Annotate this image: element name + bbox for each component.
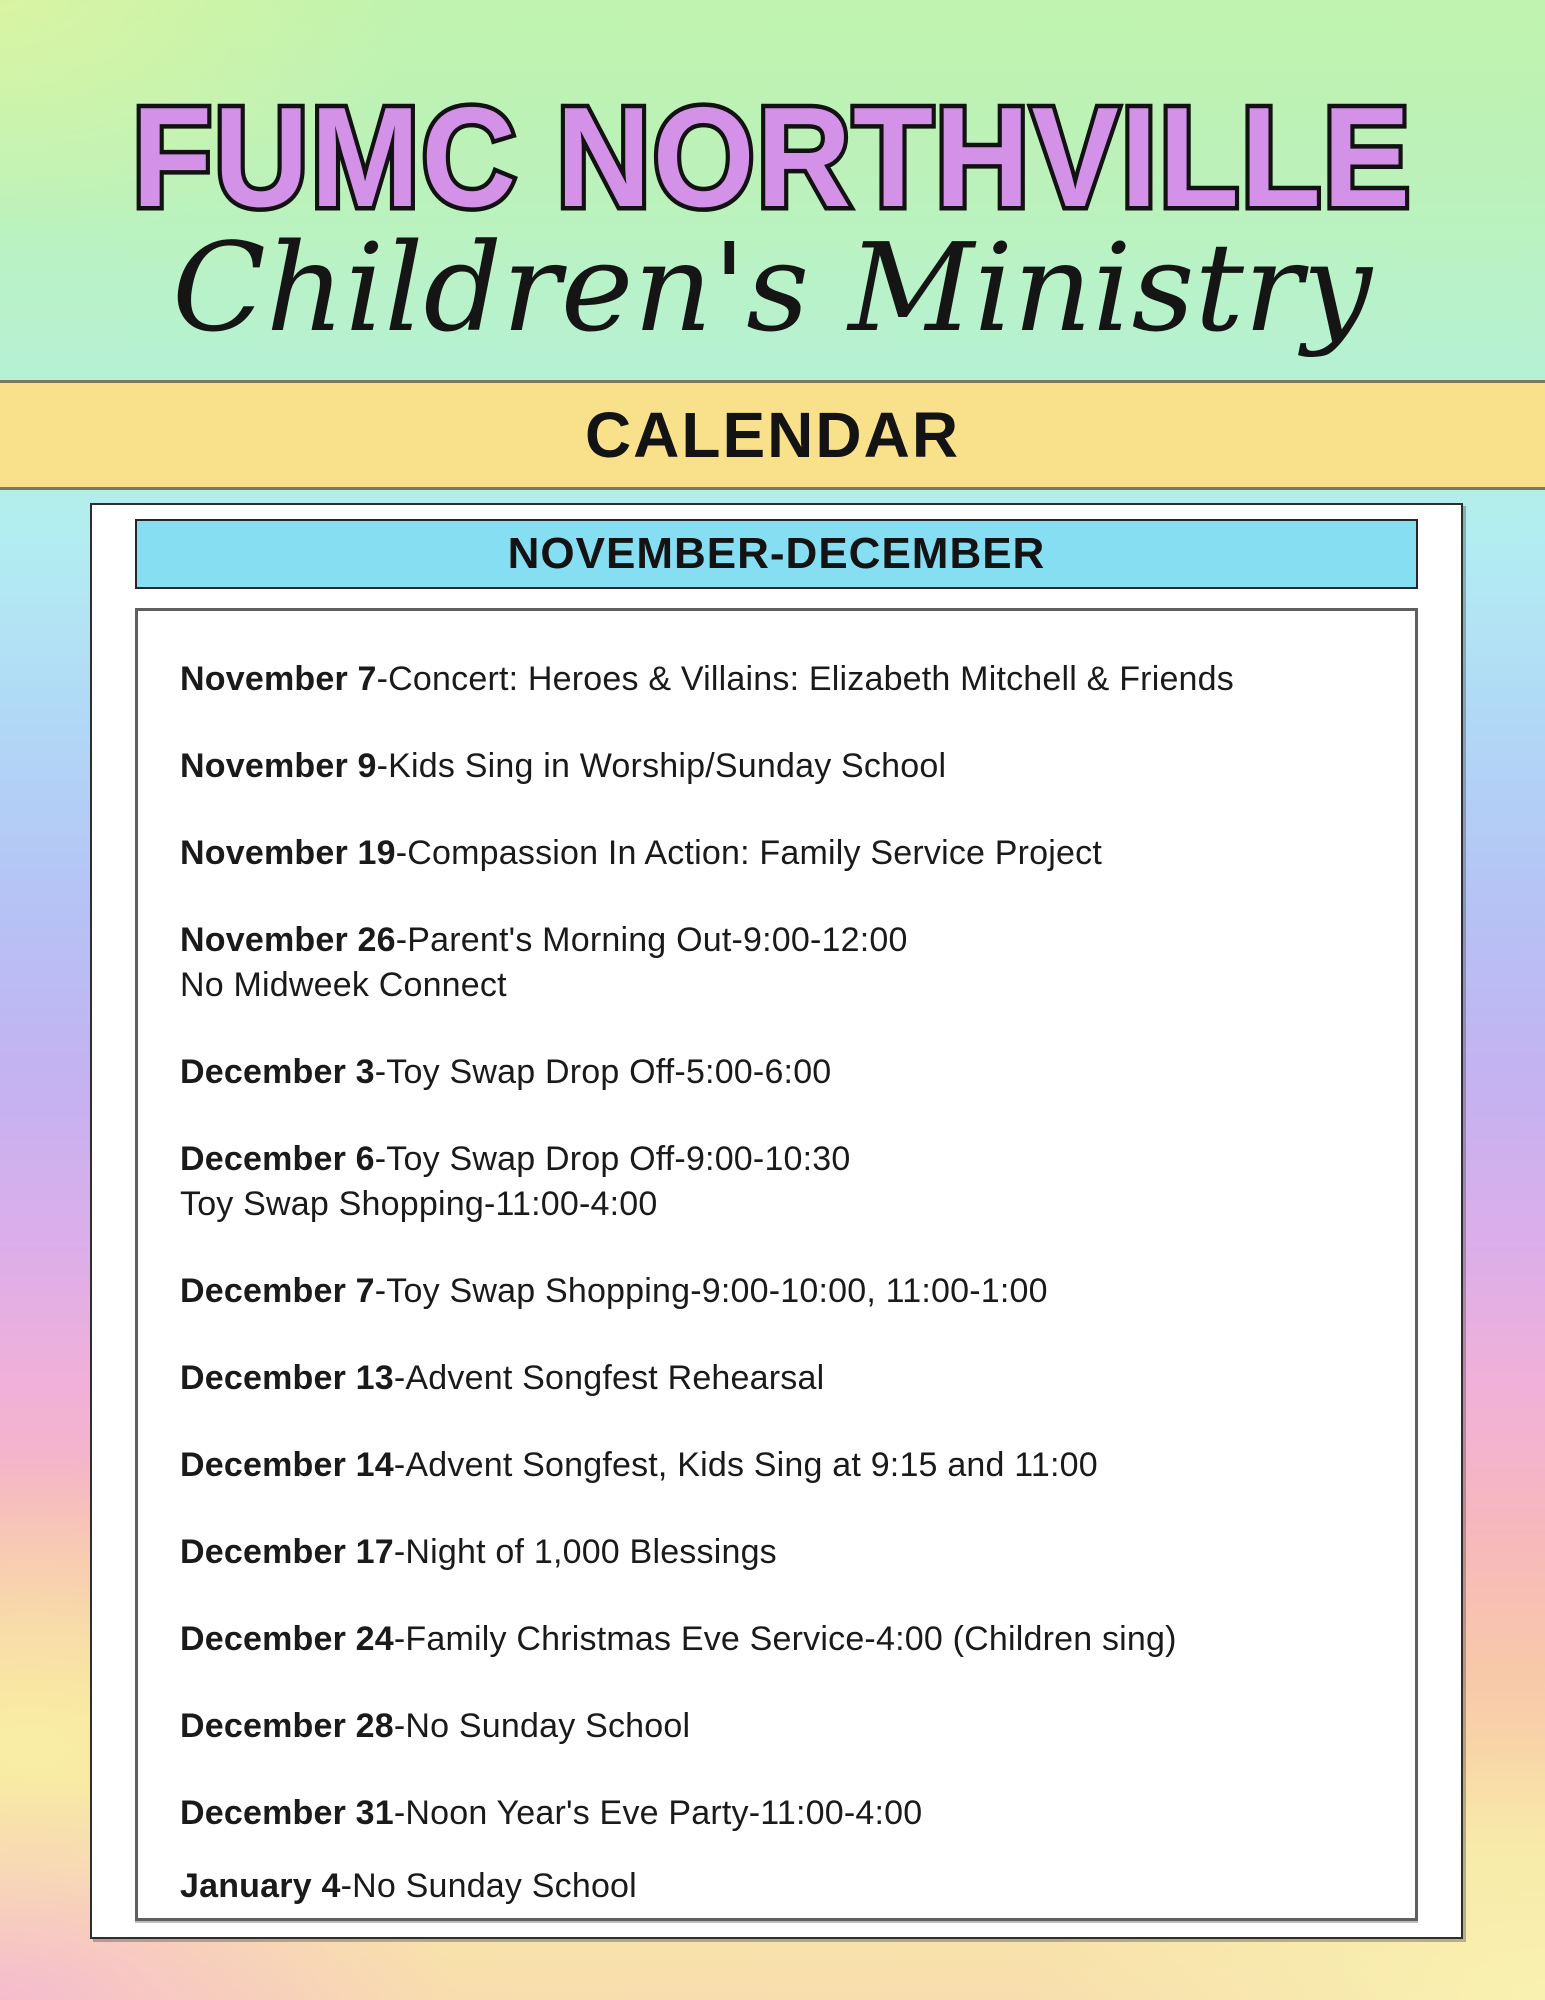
event-line — [180, 831, 1385, 876]
event-line — [180, 1356, 1385, 1401]
event-description: -Advent Songfest, Kids Sing at 9:15 and 11:00 — [393, 1446, 1098, 1484]
event-row — [180, 1050, 1385, 1095]
event-date: December 17 — [180, 1533, 394, 1571]
event-line — [180, 1530, 1385, 1575]
event-description: -Night of 1,000 Blessings — [393, 1533, 777, 1571]
event-row — [180, 1617, 1385, 1662]
event-description: -Family Christmas Eve Service-4:00 (Children sing) — [393, 1620, 1177, 1658]
ministry-subtitle-text: Children's Ministry — [172, 217, 1375, 359]
event-line — [180, 744, 1385, 789]
event-description: -Parent's Morning Out-9:00-12:00 — [395, 921, 908, 959]
event-description: -Toy Swap Drop Off-5:00-6:00 — [374, 1053, 832, 1091]
event-description: -Compassion In Action: Family Service Project — [395, 834, 1102, 872]
event-date: November 9 — [180, 747, 377, 785]
event-date: December 28 — [180, 1707, 394, 1745]
event-line — [180, 1617, 1385, 1662]
event-date: December 6 — [180, 1140, 375, 1178]
section-header — [135, 519, 1418, 589]
events-box — [135, 608, 1418, 1921]
event-row — [180, 1356, 1385, 1401]
event-row — [180, 1791, 1385, 1836]
event-description: -Noon Year's Eve Party-11:00-4:00 — [393, 1794, 923, 1832]
event-line — [180, 1704, 1385, 1749]
event-line — [180, 1269, 1385, 1314]
event-description: -Kids Sing in Worship/Sunday School — [376, 747, 947, 785]
event-date: December 7 — [180, 1272, 375, 1310]
event-row — [180, 1864, 1385, 1909]
event-line — [180, 1864, 1385, 1909]
calendar-card — [90, 503, 1463, 1939]
event-row — [180, 657, 1385, 702]
event-row — [180, 1704, 1385, 1749]
event-line — [180, 657, 1385, 702]
event-extra: Toy Swap Shopping-11:00-4:00 — [180, 1185, 658, 1223]
event-description: -Concert: Heroes & Villains: Elizabeth Mitchell & Friends — [376, 660, 1234, 698]
ministry-subtitle — [0, 205, 1545, 380]
event-line — [180, 1137, 1385, 1182]
event-description: -No Sunday School — [393, 1707, 691, 1745]
event-date: November 19 — [180, 834, 396, 872]
event-date: December 24 — [180, 1620, 394, 1658]
event-description: -Advent Songfest Rehearsal — [393, 1359, 825, 1397]
event-row — [180, 831, 1385, 876]
event-date: November 7 — [180, 660, 377, 698]
event-line — [180, 1443, 1385, 1488]
event-description: -No Sunday School — [340, 1867, 637, 1905]
event-line — [180, 1050, 1385, 1095]
church-title-text: FUMC NORTHVILLE — [132, 78, 1412, 223]
event-row — [180, 918, 1385, 1008]
section-title: NOVEMBER-DECEMBER — [507, 529, 1046, 578]
event-date: December 13 — [180, 1359, 394, 1397]
event-date: December 3 — [180, 1053, 375, 1091]
event-description: -Toy Swap Drop Off-9:00-10:30 — [374, 1140, 851, 1178]
event-row — [180, 1530, 1385, 1575]
event-line — [180, 1791, 1385, 1836]
event-date: December 14 — [180, 1446, 394, 1484]
event-row — [180, 1269, 1385, 1314]
event-line — [180, 918, 1385, 963]
event-date: December 31 — [180, 1794, 394, 1832]
event-date: January 4 — [180, 1867, 341, 1905]
calendar-banner-label: CALENDAR — [584, 399, 961, 471]
event-date: November 26 — [180, 921, 396, 959]
event-row — [180, 1443, 1385, 1488]
calendar-banner — [0, 380, 1545, 490]
event-row — [180, 1137, 1385, 1227]
event-extra: No Midweek Connect — [180, 966, 507, 1004]
church-title — [0, 58, 1545, 223]
event-row — [180, 744, 1385, 789]
event-description: -Toy Swap Shopping-9:00-10:00, 11:00-1:00 — [374, 1272, 1048, 1310]
